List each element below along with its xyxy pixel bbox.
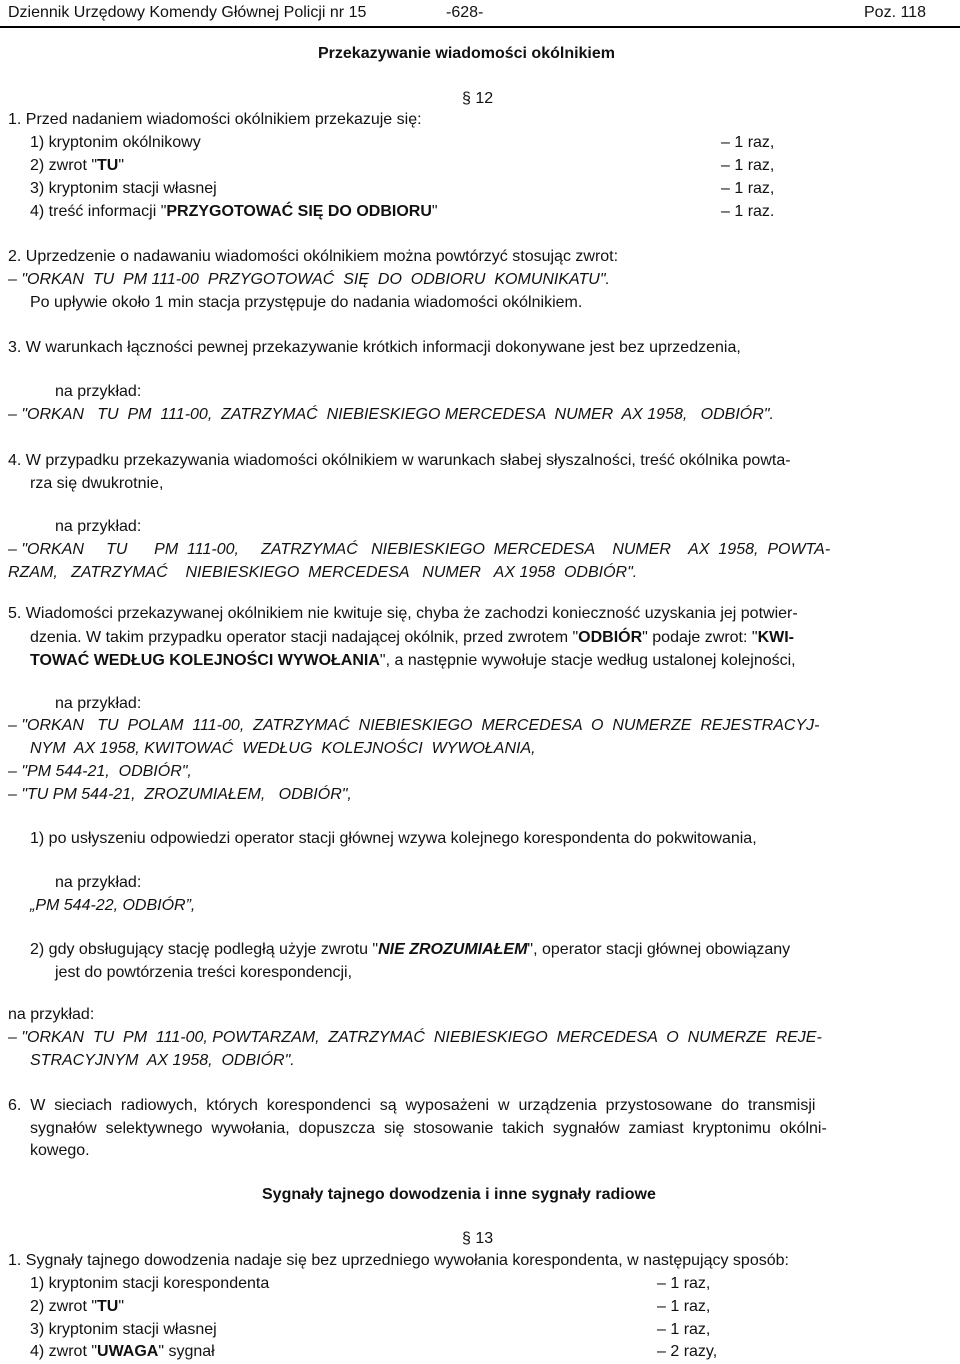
text-run: 4) zwrot " <box>30 1343 98 1360</box>
example-label: na przykład: <box>55 695 142 712</box>
paragraph-sign: § 12 <box>462 90 494 107</box>
section-title: Sygnały tajnego dowodzenia i inne sygnały radiowe <box>262 1186 656 1203</box>
text-run: " <box>118 157 125 174</box>
example-label: na przykład: <box>55 383 142 400</box>
point-5-final-example-cont: STRACYJNYM AX 1958, ODBIÓR". <box>30 1052 295 1069</box>
list-item-label: 1) kryptonim okólnikowy <box>30 134 201 151</box>
text-run: 2) zwrot " <box>30 157 98 174</box>
point-5-final-example: – "ORKAN TU PM 111-00, POWTARZAM, ZATRZYMAĆ NIEBIESKIEGO MERCEDESA O NUMERZE REJE- <box>8 1029 822 1046</box>
point-1-intro: 1. Sygnały tajnego dowodzenia nadaje się bez uprzedniego wywołania korespondenta, w następujący sposób: <box>8 1252 789 1269</box>
quoted-keyword: PRZYGOTOWAĆ SIĘ DO ODBIORU <box>166 203 432 220</box>
point-2-example: – "ORKAN TU PM 111-00 PRZYGOTOWAĆ SIĘ DO ODBIORU KOMUNIKATU". <box>8 271 610 288</box>
list-item-count: – 1 raz, <box>657 1321 711 1338</box>
list-item-count: – 1 raz, <box>721 180 775 197</box>
quoted-keyword: TU <box>97 1298 119 1315</box>
list-item-count: – 1 raz. <box>721 203 775 220</box>
header-journal: Dziennik Urzędowy Komendy Głównej Policji nr 15 <box>8 4 367 21</box>
list-item-label: 3) kryptonim stacji własnej <box>30 180 217 197</box>
list-item-label <box>30 156 124 176</box>
text-run: ", a następnie wywołuje stacje według ustalonej kolejności, <box>379 652 796 669</box>
point-4-example: – "ORKAN TU PM 111-00, ZATRZYMAĆ NIEBIESKIEGO MERCEDESA NUMER AX 1958, POWTA- <box>8 541 831 558</box>
text-run: " <box>118 1298 125 1315</box>
list-item-label <box>30 1297 124 1317</box>
point-5-subitem-cont: jest do powtórzenia treści korespondencji, <box>55 964 353 981</box>
section-title: Przekazywanie wiadomości okólnikiem <box>318 45 615 62</box>
text-run-bold: ODBIÓR <box>578 629 643 646</box>
point-4-example-cont: RZAM, ZATRZYMAĆ NIEBIESKIEGO MERCEDESA NUMER AX 1958 ODBIÓR". <box>8 564 638 581</box>
text-run: dzenia. W takim przypadku operator stacji nadającej okólnik, przed zwrotem " <box>30 629 579 646</box>
list-item-count: – 1 raz, <box>657 1298 711 1315</box>
point-6-text: 6. W sieciach radiowych, których korespondenci są wyposażeni w urządzenia przystosowane do transmisji <box>8 1097 816 1114</box>
point-5-example-cont: NYM AX 1958, KWITOWAĆ WEDŁUG KOLEJNOŚCI WYWOŁANIA, <box>30 740 536 757</box>
text-run: " <box>431 203 438 220</box>
point-5-text: 5. Wiadomości przekazywanej okólnikiem nie kwituje się, chyba że zachodzi konieczność uzyskania jej potwier- <box>8 605 798 622</box>
point-5-text-cont <box>30 651 796 671</box>
point-5-example-reply: – "PM 544-21, ODBIÓR", <box>8 763 192 780</box>
point-5-subitem <box>30 940 790 960</box>
text-run: ", operator stacji głównej obowiązany <box>527 941 791 958</box>
text-run <box>30 1343 215 1360</box>
point-2-text: 2. Uprzedzenie o nadawaniu wiadomości okólnikiem można powtórzyć stosując zwrot: <box>8 248 619 265</box>
list-item-count: – 1 raz, <box>721 157 775 174</box>
list-item-count: – 1 raz, <box>657 1275 711 1292</box>
paragraph-sign: § 13 <box>462 1230 494 1247</box>
point-3-text: 3. W warunkach łączności pewnej przekazywanie krótkich informacji dokonywane jest bez uprzedzenia, <box>8 339 741 356</box>
text-run-bold: NIE ZROZUMIAŁEM <box>378 941 528 958</box>
point-2-note: Po upływie około 1 min stacja przystępuje do nadania wiadomości okólnikiem. <box>30 294 583 311</box>
header-rule <box>0 26 960 28</box>
text-run-bold: KWI- <box>757 629 795 646</box>
point-3-example: – "ORKAN TU PM 111-00, ZATRZYMAĆ NIEBIESKIEGO MERCEDESA NUMER AX 1958, ODBIÓR". <box>8 406 774 423</box>
point-5-example: – "ORKAN TU POLAM 111-00, ZATRZYMAĆ NIEBIESKIEGO MERCEDESA O NUMERZE REJESTRACYJ- <box>8 717 820 734</box>
header-page-number: -628- <box>446 4 484 21</box>
quoted-keyword: TU <box>97 157 119 174</box>
example-label: na przykład: <box>55 874 142 891</box>
list-item-count: – 2 razy, <box>657 1343 718 1360</box>
point-6-text-cont: sygnałów selektywnego wywołania, dopuszcza się stosowanie takich sygnałów zamiast kryptonimu okólni- <box>30 1120 827 1137</box>
text-run: " podaje zwrot: " <box>642 629 758 646</box>
point-5-subitem-example: „PM 544-22, ODBIÓR”, <box>30 897 196 914</box>
point-5-subitem: 1) po usłyszeniu odpowiedzi operator stacji głównej wzywa kolejnego korespondenta do pokwitowania, <box>30 830 757 847</box>
point-5-text-cont <box>30 628 794 648</box>
example-label: na przykład: <box>8 1006 95 1023</box>
list-item-label: 3) kryptonim stacji własnej <box>30 1321 217 1338</box>
point-5-example-reply: – "TU PM 544-21, ZROZUMIAŁEM, ODBIÓR", <box>8 786 352 803</box>
text-run: 2) zwrot " <box>30 1298 98 1315</box>
example-label: na przykład: <box>55 518 142 535</box>
header-position: Poz. 118 <box>864 4 926 21</box>
list-item-label: 1) kryptonim stacji korespondenta <box>30 1275 270 1292</box>
point-6-text-cont: kowego. <box>30 1142 90 1159</box>
text-run: 4) treść informacji " <box>30 203 167 220</box>
list-item-label <box>30 1342 215 1362</box>
text-run: " sygnał <box>158 1343 215 1360</box>
point-4-text-cont: rza się dwukrotnie, <box>30 475 164 492</box>
quoted-keyword: UWAGA <box>97 1343 159 1360</box>
list-item-label <box>30 202 438 222</box>
text-run: 2) gdy obsługujący stację podległą użyje zwrotu " <box>30 941 379 958</box>
point-1-intro: 1. Przed nadaniem wiadomości okólnikiem przekazuje się: <box>8 111 422 128</box>
point-4-text: 4. W przypadku przekazywania wiadomości okólnikiem w warunkach słabej słyszalności, treść okólnika powta- <box>8 452 791 469</box>
text-run-bold: TOWAĆ WEDŁUG KOLEJNOŚCI WYWOŁANIA <box>30 652 380 669</box>
list-item-count: – 1 raz, <box>721 134 775 151</box>
